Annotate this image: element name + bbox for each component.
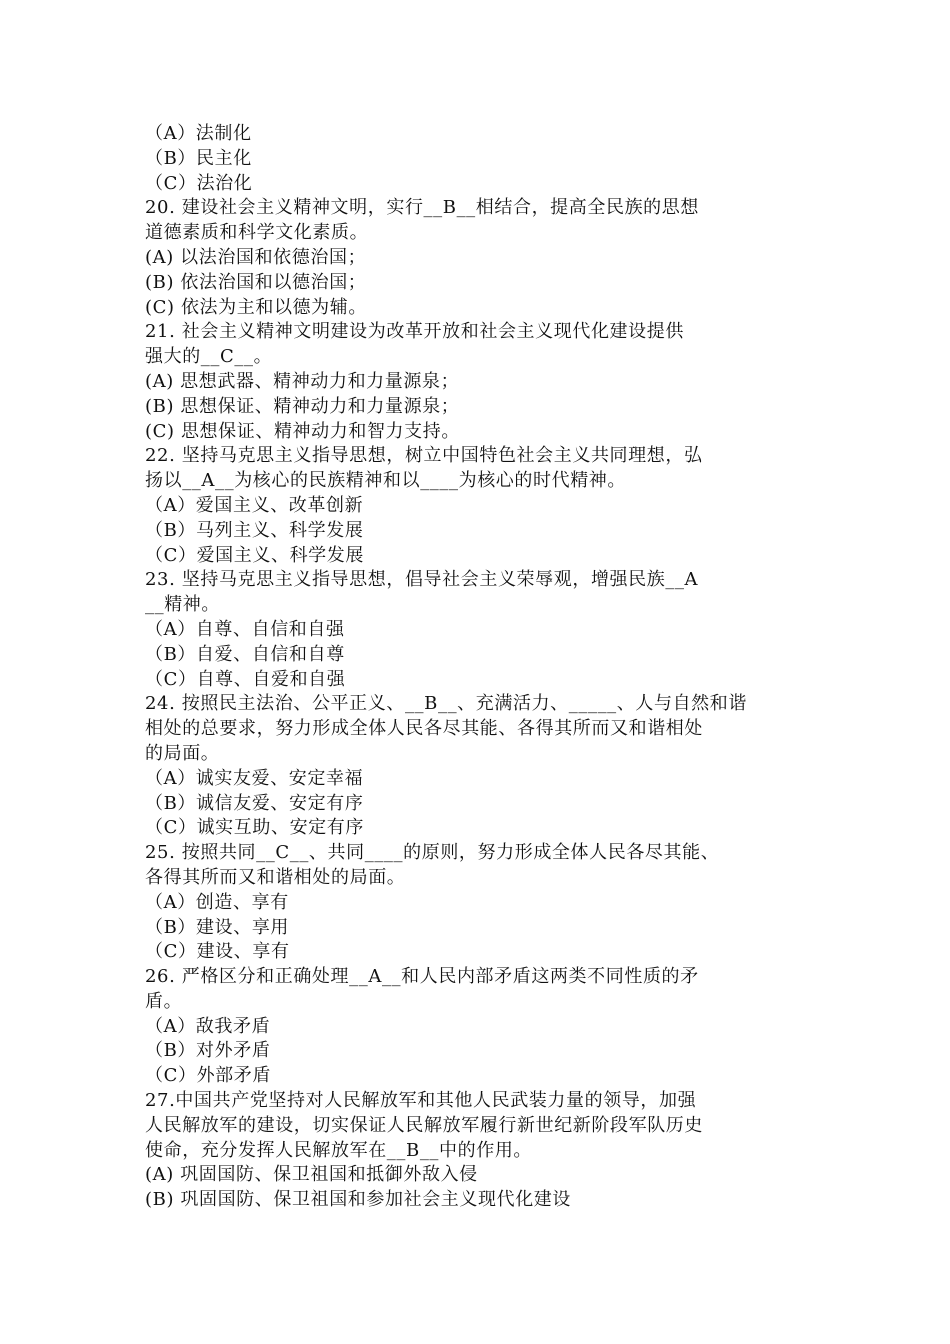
answer-option-line: （B）民主化 <box>145 147 252 169</box>
question-text-line: 23. 坚持马克思主义指导思想，倡导社会主义荣辱观，增强民族__A <box>145 569 699 591</box>
answer-option-line: （B）建设、享用 <box>145 916 290 938</box>
answer-option-line: （C）诚实互助、安定有序 <box>145 817 364 839</box>
answer-option-line: （B）马列主义、科学发展 <box>145 519 364 541</box>
document-page <box>145 122 810 1213</box>
question-text-line: 扬以__A__为核心的民族精神和以____为核心的时代精神。 <box>145 470 626 492</box>
question-text-line: 24. 按照民主法治、公平正义、__B__、充满活力、_____、人与自然和谐 <box>145 693 747 715</box>
question-text-line: __精神。 <box>145 594 220 616</box>
question-text-line: 20. 建设社会主义精神文明，实行__B__相结合，提高全民族的思想 <box>145 197 699 219</box>
question-text-line: 27.中国共产党坚持对人民解放军和其他人民武装力量的领导，加强 <box>145 1090 697 1112</box>
answer-option-line: （B）诚信友爱、安定有序 <box>145 792 364 814</box>
answer-option-line: (C) 依法为主和以德为辅。 <box>145 296 367 318</box>
answer-option-line: (A) 以法治国和依德治国； <box>145 246 367 268</box>
answer-option-line: (B) 依法治国和以德治国； <box>145 271 367 293</box>
answer-option-line: （C）自尊、自爱和自强 <box>145 668 346 690</box>
question-text-line: 各得其所而又和谐相处的局面。 <box>145 866 406 888</box>
answer-option-line: （C）法治化 <box>145 172 253 194</box>
question-text-line: 使命，充分发挥人民解放军在__B__中的作用。 <box>145 1139 533 1161</box>
answer-option-line: （A）敌我矛盾 <box>145 1015 271 1037</box>
answer-option-line: (A) 思想武器、精神动力和力量源泉； <box>145 370 460 392</box>
answer-option-line: (B) 巩固国防、保卫祖国和参加社会主义现代化建设 <box>145 1189 571 1211</box>
question-text-line: 26. 严格区分和正确处理__A__和人民内部矛盾这两类不同性质的矛 <box>145 966 699 988</box>
answer-option-line: (B) 思想保证、精神动力和力量源泉； <box>145 395 460 417</box>
answer-option-line: （C）外部矛盾 <box>145 1065 271 1087</box>
answer-option-line: （C）建设、享有 <box>145 941 290 963</box>
question-text-line: 人民解放军的建设，切实保证人民解放军履行新世纪新阶段军队历史 <box>145 1114 703 1136</box>
answer-option-line: (A) 巩固国防、保卫祖国和抵御外敌入侵 <box>145 1164 478 1186</box>
answer-option-line: （B）对外矛盾 <box>145 1040 271 1062</box>
answer-option-line: （A）自尊、自信和自强 <box>145 618 345 640</box>
question-text-line: 的局面。 <box>145 742 220 764</box>
answer-option-line: （A）创造、享有 <box>145 891 289 913</box>
question-text-line: 21. 社会主义精神文明建设为改革开放和社会主义现代化建设提供 <box>145 321 684 343</box>
answer-option-line: （A）法制化 <box>145 123 252 144</box>
answer-option-line: （A）诚实友爱、安定幸福 <box>145 767 364 789</box>
question-text-line: 盾。 <box>145 990 183 1012</box>
question-text-line: 25. 按照共同__C__、共同____的原则，努力形成全体人民各尽其能、 <box>145 842 720 864</box>
answer-option-line: （A）爱国主义、改革创新 <box>145 494 364 516</box>
answer-option-line: (C) 思想保证、精神动力和智力支持。 <box>145 420 460 442</box>
question-text-line: 强大的__C__。 <box>145 346 273 368</box>
question-text-line: 道德素质和科学文化素质。 <box>145 222 369 244</box>
question-text-line: 22. 坚持马克思主义指导思想，树立中国特色社会主义共同理想，弘 <box>145 445 703 467</box>
question-text-line: 相处的总要求，努力形成全体人民各尽其能、各得其所而又和谐相处 <box>145 718 703 740</box>
answer-option-line: （C）爱国主义、科学发展 <box>145 544 364 566</box>
answer-option-line: （B）自爱、自信和自尊 <box>145 643 345 665</box>
